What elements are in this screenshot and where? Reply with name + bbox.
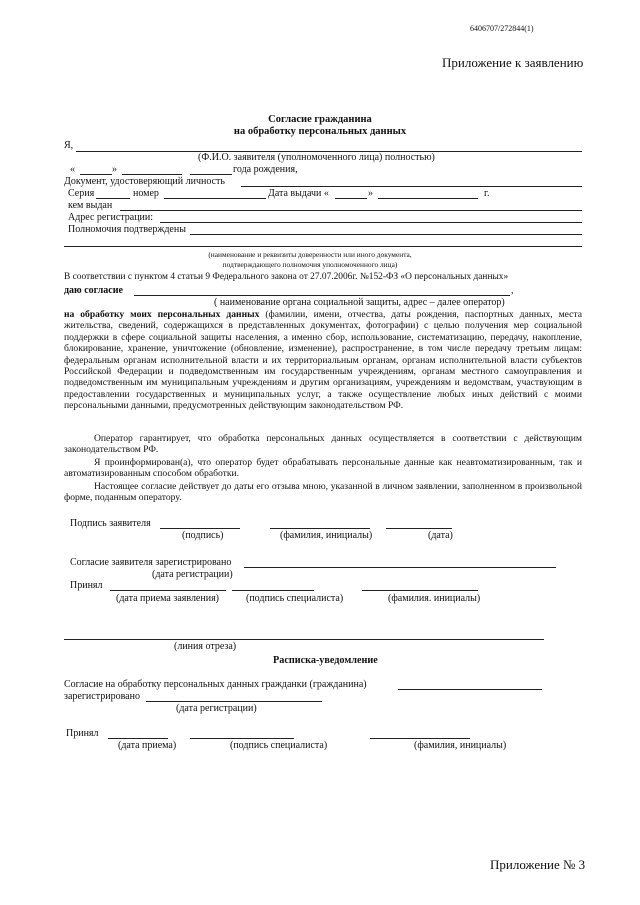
issued-by-line[interactable] [120,210,582,211]
issue-quote-close: » [368,188,373,199]
issued-by-label: кем выдан [68,200,113,211]
signature-caption-date: (дата) [428,530,453,541]
birth-quote-open: « [70,164,75,175]
address-line[interactable] [160,222,582,223]
birth-quote-close: » [112,164,117,175]
receipt-citizen-line[interactable] [398,689,542,690]
receipt-consent-label: Согласие на обработку персональных данных гражданки (гражданина) [64,679,367,690]
accepted-caption-date: (дата приема заявления) [116,593,220,604]
document-id: 6406707/272844(1) [470,24,534,33]
cut-line [64,639,544,640]
operator-caption: ( наименование органа социальной защиты, адрес – далее оператор) [214,297,505,308]
accepted-caption-name: (фамилия. инициалы) [388,593,481,604]
number-label: номер [133,188,159,199]
law-reference: В соответствии с пунктом 4 статьи 9 Федерального закона от 27.07.2006г. №152-ФЗ «О персональных данных» [64,272,509,282]
appendix-footer: Приложение № 3 [490,857,586,872]
consent-give: даю согласие [64,285,123,296]
signature-sign-line[interactable] [160,528,240,529]
year-label: г. [484,188,490,199]
fio-caption: (Ф.И.О. заявителя (уполномоченного лица) полностью) [198,152,435,163]
title-line-1: Согласие гражданина [268,114,372,125]
signature-caption-name: (фамилия, инициалы) [280,530,373,541]
powers-caption-1: (наименование и реквизиты доверенности или иного документа, [208,250,412,259]
birth-year-line[interactable] [190,174,232,175]
signature-name-line[interactable] [270,528,370,529]
signature-date-line[interactable] [386,528,452,529]
issue-month-line[interactable] [378,198,478,199]
powers-label: Полномочия подтверждены [68,224,186,235]
cut-line-caption: (линия отреза) [174,641,237,652]
issue-day-line[interactable] [335,198,367,199]
consent-comma: , [511,285,514,296]
validity-paragraph: Настоящее согласие действует до даты его отзыва мною, указанной в личном заявлении, заполненном в произвольной форме, поданным оператору. [64,481,582,504]
processing-paragraph [64,309,582,412]
birth-day-line[interactable] [80,174,112,175]
receipt-caption-sign: (подпись специалиста) [230,740,328,751]
series-line[interactable] [96,198,130,199]
powers-caption-2: подтверждающего полномочия уполномоченного лица) [222,260,398,269]
receipt-caption-name: (фамилия, инициалы) [414,740,507,751]
powers-line-2[interactable] [64,246,582,247]
receipt-name-line[interactable] [370,738,470,739]
processing-text: (фамилии, имени, отчества, даты рождения, паспортных данных, места жительства, сведений, содержащихся в представленных документах, фотографии) с целью получения мер социальной поддержки в сфере социальной защиты населения, а именно сбор, использование, систематизацию, передачу, накопление, блокирование, хранение, уничтожение (обновление, изменение), распространение, в том числе передачу третьим лицам: федеральным органам исполнительной власти и их территориальным органам, органам исполнительной власти субъектов Российской Федерации и подведомственным им государственным учреждениям, органам местного самоуправления и подведомственным им муниципальным учреждениям и другим организациям, учреждениям и ведомствам, участвующим в предоставлении государственных и муниципальных услуг, а также осуществление любых иных действий с моими персональными данными, предусмотренных действующим законодательством РФ. [64,309,583,412]
id-document-line[interactable] [241,186,582,187]
accepted-label: Принял [70,580,103,591]
ya-label: Я, [64,140,74,151]
guarantee-paragraph: Оператор гарантирует, что обработка персональных данных осуществляется в соответствии с действующим законодательством РФ. [64,433,582,456]
issue-date-label: Дата выдачи « [268,188,329,199]
address-label: Адрес регистрации: [68,212,154,223]
number-line[interactable] [164,198,266,199]
powers-line[interactable] [190,234,582,235]
receipt-title: Расписка-уведомление [273,655,378,666]
registered-label: Согласие заявителя зарегистрировано [70,557,232,568]
receipt-accepted-label: Принял [66,728,99,739]
receipt-registered-line[interactable] [146,701,322,702]
accepted-name-line[interactable] [362,590,478,591]
operator-line[interactable] [134,295,510,296]
receipt-registration-caption: (дата регистрации) [176,703,257,714]
signature-caption-sign: (подпись) [182,530,224,541]
appendix-header: Приложение к заявлению [442,55,584,70]
receipt-caption-date: (дата приема) [118,740,177,751]
series-label: Серия [68,188,95,199]
receipt-date-line[interactable] [108,738,168,739]
registered-caption: (дата регистрации) [152,569,233,580]
processing-bold: на обработку моих персональных данных [64,309,260,320]
birth-year-label: года рождения, [233,164,298,175]
accepted-date-line[interactable] [110,590,226,591]
informed-paragraph: Я проинформирован(а), что оператор будет обрабатывать персональные данные как неавтоматизированным, так и автоматизированным способом обработки. [64,457,582,480]
receipt-sign-line[interactable] [190,738,294,739]
accepted-sign-line[interactable] [232,590,314,591]
id-document-label: Документ, удостоверяющий личность [64,176,225,187]
signature-label: Подпись заявителя [70,518,151,529]
receipt-registered-label: зарегистрировано [64,691,140,702]
title-line-2: на обработку персональных данных [233,126,407,137]
birth-month-line[interactable] [122,174,182,175]
accepted-caption-sign: (подпись специалиста) [246,593,344,604]
registered-line[interactable] [244,567,556,568]
